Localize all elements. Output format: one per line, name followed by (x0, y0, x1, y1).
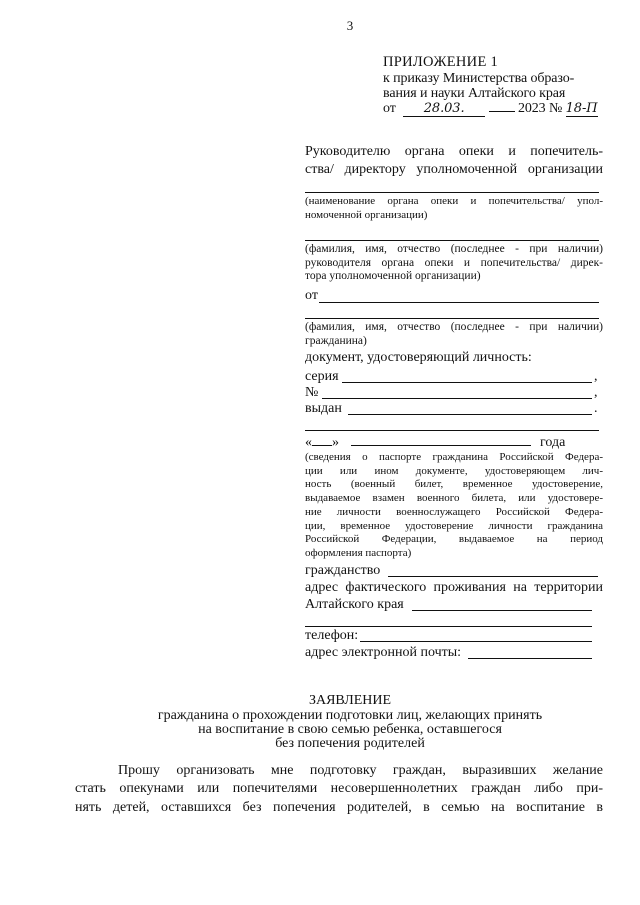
phone-label: телефон: (305, 628, 359, 643)
citizen-name-field-2[interactable] (305, 318, 599, 319)
statement-subtitle-1: гражданина о прохождении подготовки лиц, желающих принять (157, 708, 543, 723)
quote-close: » (332, 435, 339, 450)
citizenship-label: гражданство (305, 563, 381, 578)
body-line-3: нять детей, оставшихся без попечения родителей, в семью на воспитание в (75, 800, 603, 815)
series-label: серия (305, 369, 339, 384)
quote-open: « (305, 435, 312, 450)
year-word: года (540, 435, 566, 450)
org-name-field[interactable] (305, 192, 599, 193)
issued-label: выдан (305, 401, 342, 416)
handwritten-number: 18-П (565, 101, 598, 116)
number-label: № (305, 385, 319, 400)
number-comma: , (594, 385, 598, 400)
citizenship-field[interactable] (388, 576, 598, 577)
statement-subtitle-2: на воспитание в свою семью ребенка, оставшегося (198, 722, 502, 737)
email-field[interactable] (468, 658, 592, 659)
hint-org-name: (наименование органа опеки и попечительства/ упол- номоченной организации) (305, 195, 603, 221)
appendix-from-label: от (383, 101, 396, 116)
series-comma: , (594, 369, 598, 384)
addressee-line-2: ства/ директору уполномоченной организации (305, 162, 603, 177)
body-line-2: стать опекунами или попечителями несовершеннолетних граждан либо при- (75, 781, 603, 796)
number-field[interactable] (322, 398, 592, 399)
hint-passport: (сведения о паспорте гражданина Российской Федера- ции или ином документе, удостоверяющем лич- ность (военный билет, временное удостоверение, выдаваемое взамен военного билета, или удостовере- ние личности военнослужащего Российской Федера- ции, временное удостоверение личности гражданина Российской Федерации, выдаваемое на период оформления паспорта) (305, 451, 603, 559)
statement-subtitle-3: без попечения родителей (275, 736, 425, 751)
handwritten-date: 28.03. (423, 101, 465, 116)
citizen-name-field-1[interactable] (319, 302, 599, 303)
phone-field[interactable] (360, 641, 592, 642)
id-doc-heading: документ, удостоверяющий личность: (305, 350, 532, 365)
appendix-title: ПРИЛОЖЕНИЕ 1 (383, 54, 499, 70)
email-label: адрес электронной почты: (305, 645, 462, 660)
body-line-1: Прошу организовать мне подготовку граждан, выразивших желание (118, 763, 603, 778)
address-field-2[interactable] (305, 626, 592, 627)
issue-date-row (305, 433, 565, 451)
issued-field[interactable] (348, 414, 592, 415)
hint-head-name: (фамилия, имя, отчество (последнее - при наличии) руководителя органа опеки и попечительства/ дирек- тора уполномоченной организации) (305, 243, 603, 282)
address-field-1[interactable] (412, 610, 592, 611)
statement-title: ЗАЯВЛЕНИЕ (308, 693, 392, 708)
issue-month-year-field[interactable] (351, 433, 531, 446)
issue-day-field[interactable] (312, 433, 332, 446)
appendix-order-line-2: вания и науки Алтайского края (383, 86, 566, 101)
head-name-field[interactable] (305, 240, 599, 241)
issued-period: . (594, 401, 598, 416)
appendix-date-line (383, 101, 598, 117)
page-number: 3 (346, 18, 354, 33)
appendix-order-line-1: к приказу Министерства образо- (383, 71, 575, 86)
hint-citizen-name: (фамилия, имя, отчество (последнее - при наличии) гражданина) (305, 321, 603, 347)
appendix-year-label: 2023 № (517, 101, 563, 116)
series-field[interactable] (342, 382, 592, 383)
issued-field-2[interactable] (305, 430, 599, 431)
address-line-1: адрес фактического проживания на территории (305, 580, 603, 595)
from-label: от (305, 288, 318, 303)
addressee-line-1: Руководителю органа опеки и попечитель- (305, 144, 603, 159)
address-line-2: Алтайского края (305, 597, 404, 612)
